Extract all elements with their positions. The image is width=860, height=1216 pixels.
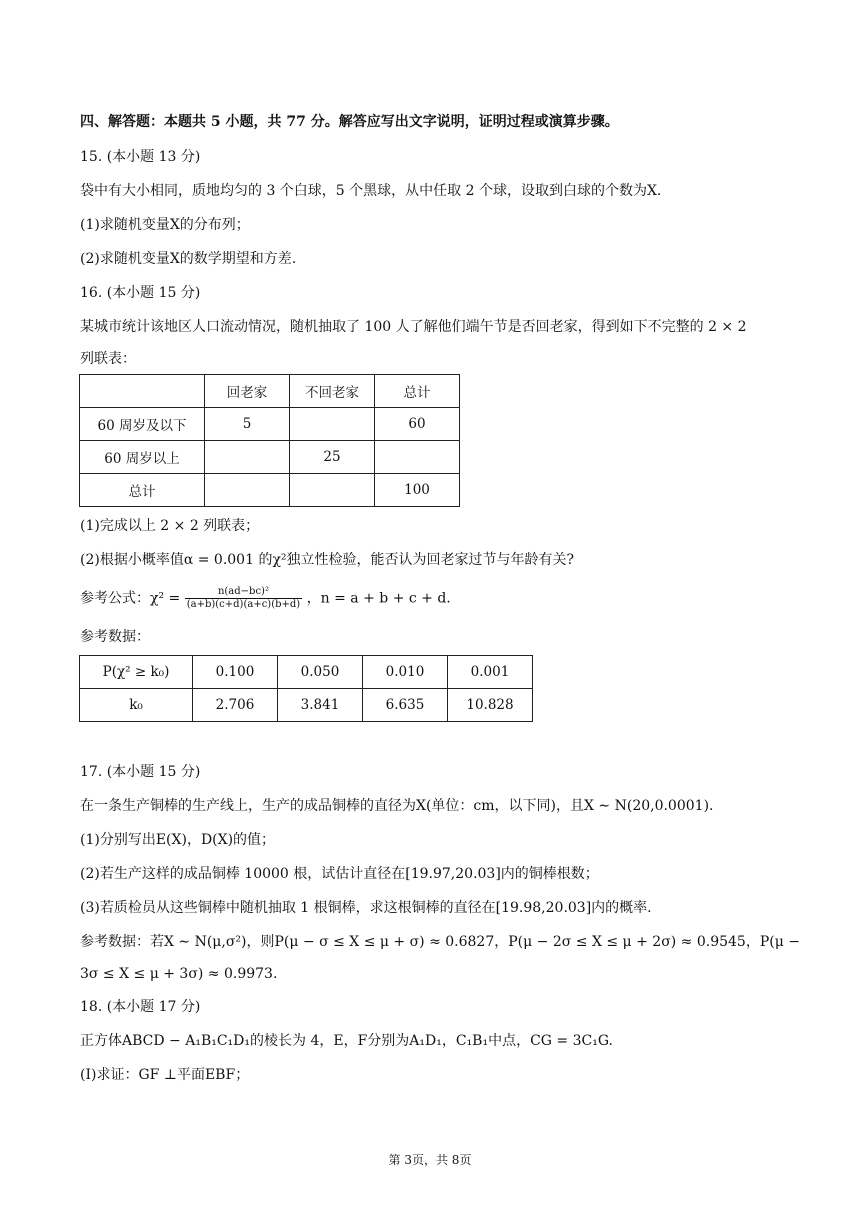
table-cell: 回老家	[205, 375, 290, 408]
q15-part2: (2)求随机变量X的数学期望和方差.	[80, 251, 297, 267]
table-cell	[375, 441, 460, 474]
q16-title: 16. (本小题 15 分)	[80, 285, 201, 301]
table-cell	[205, 474, 290, 507]
table-cell: 总计	[375, 375, 460, 408]
table-cell: 60 周岁以上	[80, 441, 205, 474]
table-cell: 10.828	[448, 689, 533, 722]
table-cell: k₀	[80, 689, 193, 722]
table-cell: 5	[205, 408, 290, 441]
q17-ref-line1: 参考数据：若X ∼ N(μ,σ²)，则P(μ − σ ≤ X ≤ μ + σ) ≈ 0.6827，P(μ − 2σ ≤ X ≤ μ + 2σ) ≈ 0.9545，P(μ −	[80, 934, 800, 950]
table-cell: 0.100	[193, 656, 278, 689]
q17-stem: 在一条生产铜棒的生产线上，生产的成品铜棒的直径为X(单位：cm，以下同)，且X ∼ N(20,0.0001).	[80, 798, 714, 814]
formula-fraction	[185, 586, 302, 611]
formula-numerator: n(ad−bc)²	[185, 586, 302, 599]
table-cell: 0.010	[363, 656, 448, 689]
q17-part3: (3)若质检员从这些铜棒中随机抽取 1 根铜棒，求这根铜棒的直径在[19.98,20.03]内的概率.	[80, 900, 652, 916]
table-row	[80, 408, 460, 441]
table-row	[80, 656, 533, 689]
q17-part1: (1)分别写出E(X)，D(X)的值；	[80, 832, 276, 848]
formula-tail: ，n = a + b + c + d.	[306, 590, 451, 607]
table-cell: 25	[290, 441, 375, 474]
q18-stem: 正方体ABCD − A₁B₁C₁D₁的棱长为 4，E，F分别为A₁D₁，C₁B₁中点，CG = 3C₁G.	[80, 1033, 613, 1049]
table-row	[80, 375, 460, 408]
q17-ref-line2: 3σ ≤ X ≤ μ + 3σ) ≈ 0.9973.	[80, 966, 278, 982]
table-cell: 3.841	[278, 689, 363, 722]
q17-title: 17. (本小题 15 分)	[80, 764, 201, 780]
contingency-table	[79, 374, 460, 507]
table-cell	[290, 408, 375, 441]
q16-stem-line2: 列联表：	[80, 351, 136, 367]
table-cell: 60 周岁及以下	[80, 408, 205, 441]
formula-label: 参考公式：χ² =	[80, 590, 185, 607]
q15-title: 15. (本小题 13 分)	[80, 149, 201, 165]
table-cell: 2.706	[193, 689, 278, 722]
q16-stem-line1: 某城市统计该地区人口流动情况，随机抽取了 100 人了解他们端午节是否回老家，得到如下不完整的 2 × 2	[80, 319, 747, 335]
q16-part1: (1)完成以上 2 × 2 列联表；	[80, 518, 260, 534]
table-cell: 6.635	[363, 689, 448, 722]
table-cell: 0.001	[448, 656, 533, 689]
table-cell: 不回老家	[290, 375, 375, 408]
table-cell: 100	[375, 474, 460, 507]
formula-denominator: (a+b)(c+d)(a+c)(b+d)	[186, 599, 301, 610]
q15-part1: (1)求随机变量X的分布列；	[80, 217, 250, 233]
table-row	[80, 441, 460, 474]
q16-part2: (2)根据小概率值α = 0.001 的χ²独立性检验，能否认为回老家过节与年龄有关?	[80, 552, 575, 568]
q17-part2: (2)若生产这样的成品铜棒 10000 根，试估计直径在[19.97,20.03]内的铜棒根数；	[80, 866, 599, 882]
table-cell	[80, 375, 205, 408]
table-cell: 0.050	[278, 656, 363, 689]
table-row	[80, 689, 533, 722]
table-row	[80, 474, 460, 507]
table-cell: 60	[375, 408, 460, 441]
q18-part1: (I)求证：GF ⊥平面EBF；	[80, 1067, 250, 1083]
q16-ref-data-label: 参考数据：	[80, 629, 150, 645]
table-cell: 总计	[80, 474, 205, 507]
table-cell	[290, 474, 375, 507]
page-footer: 第 3页，共 8页	[388, 1153, 472, 1167]
q15-stem: 袋中有大小相同，质地均匀的 3 个白球，5 个黑球，从中任取 2 个球，设取到白球的个数为X.	[80, 183, 662, 199]
q18-title: 18. (本小题 17 分)	[80, 999, 201, 1015]
reference-table	[79, 655, 533, 722]
q16-formula	[80, 586, 451, 611]
section-heading: 四、解答题：本题共 5 小题，共 77 分。解答应写出文字说明，证明过程或演算步骤。	[80, 114, 619, 130]
table-cell: P(χ² ≥ k₀)	[80, 656, 193, 689]
table-cell	[205, 441, 290, 474]
